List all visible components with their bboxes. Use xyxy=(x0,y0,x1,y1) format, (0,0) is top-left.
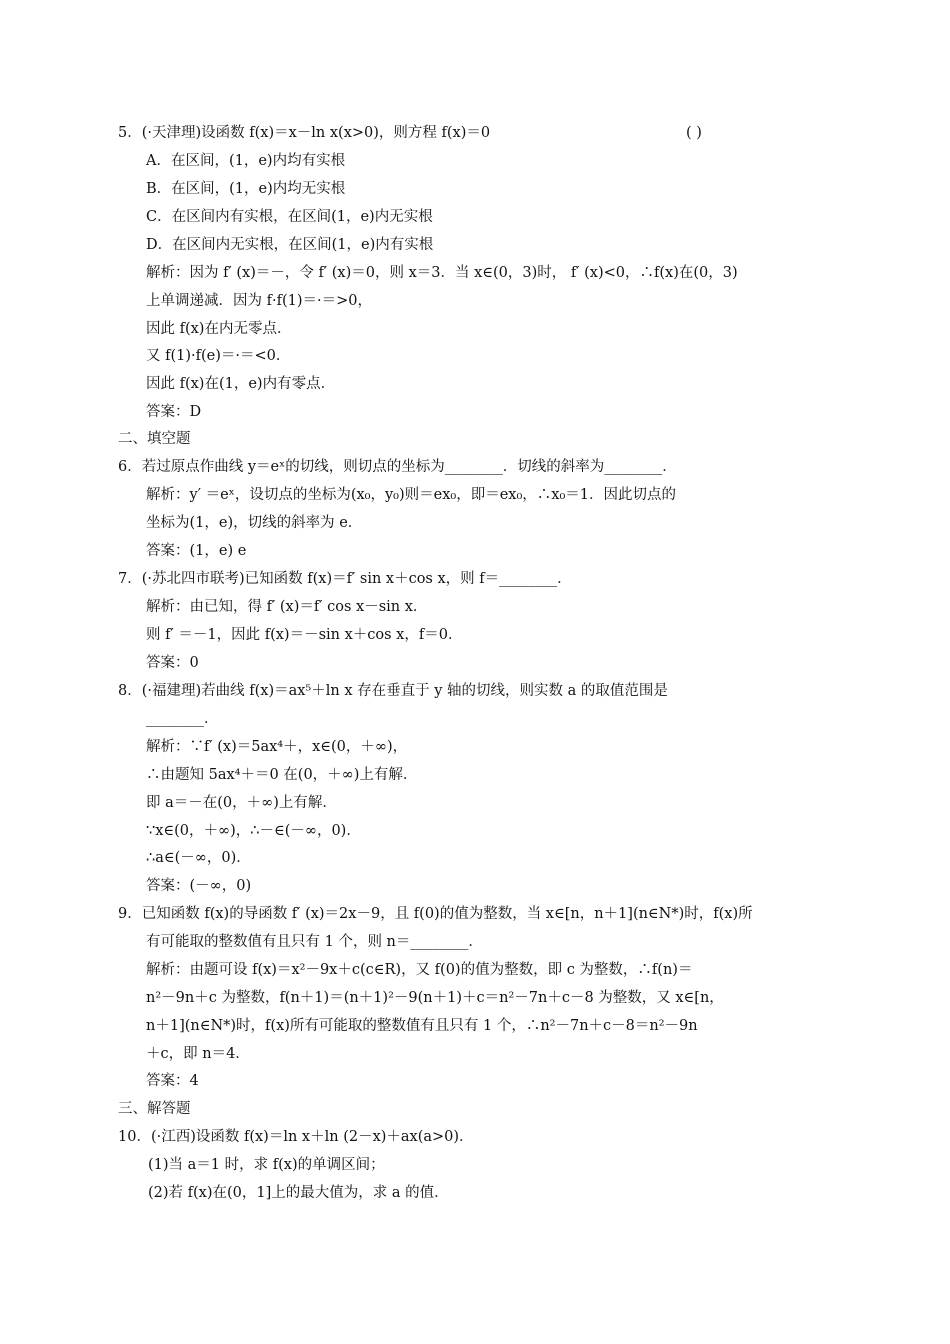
text-line: 6．若过原点作曲线 y＝eˣ的切线，则切点的坐标为________．切线的斜率为________． xyxy=(118,459,677,475)
text-line: B．在区间，(1，e)内均无实根 xyxy=(146,181,346,197)
text-line: 答案：4 xyxy=(146,1073,199,1089)
text-line: ∵x∈(0，＋∞)，∴－∈(－∞，0)． xyxy=(146,823,361,839)
text-line: (2)若 f(x)在(0，1]上的最大值为，求 a 的值． xyxy=(148,1185,449,1201)
text-line: 解析：因为 f′ (x)＝－，令 f′ (x)＝0，则 x＝3．当 x∈(0，3)时， f′ (x)<0，∴f(x)在(0，3) xyxy=(146,265,738,281)
text-line: ∴a∈(－∞，0)． xyxy=(146,850,251,866)
text-line: 7．(·苏北四市联考)已知函数 f(x)＝f′ sin x＋cos x，则 f＝________． xyxy=(118,571,572,587)
text-line: 解析：y′ ＝eˣ，设切点的坐标为(x₀，y₀)则＝ex₀，即＝ex₀，∴x₀＝1．因此切点的 xyxy=(146,487,676,503)
text-line: n²－9n＋c 为整数，f(n＋1)＝(n＋1)²－9(n＋1)＋c＝n²－7n＋c－8 为整数，又 x∈[n， xyxy=(146,990,724,1006)
text-line: 答案：(1，e) e xyxy=(146,543,247,559)
text-line: 答案：D xyxy=(146,404,202,420)
text-line: ∴由题知 5ax⁴＋＝0 在(0，＋∞)上有解． xyxy=(146,767,418,783)
text-line: ＋c，即 n＝4． xyxy=(146,1046,250,1062)
text-line: 5．(·天津理)设函数 f(x)＝x－ln x(x>0)，则方程 f(x)＝0 xyxy=(118,125,491,141)
text-line: n＋1](n∈N*)时，f(x)所有可能取的整数值有且只有 1 个，∴n²－7n＋c－8＝n²－9n xyxy=(146,1018,698,1034)
text-line: 上单调递减．因为 f·f(1)＝·＝>0， xyxy=(146,293,372,309)
text-line: 解析：由已知，得 f′ (x)＝f′ cos x－sin x． xyxy=(146,599,428,615)
text-line: A．在区间，(1，e)内均有实根 xyxy=(146,153,346,169)
text-line: 9．已知函数 f(x)的导函数 f′ (x)＝2x－9，且 f(0)的值为整数，当 x∈[n，n＋1](n∈N*)时，f(x)所 xyxy=(118,906,753,922)
text-line: 三、解答题 xyxy=(118,1101,191,1117)
text-line: 二、填空题 xyxy=(118,431,191,447)
text-line: 因此 f(x)在(1，e)内有零点． xyxy=(146,376,336,392)
text-line: (1)当 a＝1 时，求 f(x)的单调区间； xyxy=(148,1157,385,1173)
text-line: 因此 f(x)在内无零点． xyxy=(146,321,292,337)
text-line: 即 a＝－在(0，＋∞)上有解． xyxy=(146,795,337,811)
text-line: 又 f(1)·f(e)＝·＝<0． xyxy=(146,348,291,364)
text-line: 答案：(－∞，0) xyxy=(146,878,252,894)
text-line: 答案：0 xyxy=(146,655,199,671)
text-line: 有可能取的整数值有且只有 1 个，则 n＝________． xyxy=(146,934,483,950)
text-line: 解析：由题可设 f(x)＝x²－9x＋c(c∈R)，又 f(0)的值为整数，即 c 为整数，∴f(n)＝ xyxy=(146,962,693,978)
text-line: ________． xyxy=(146,711,219,727)
text-line: 10．(·江西)设函数 f(x)＝ln x＋ln (2－x)＋ax(a>0)． xyxy=(118,1129,474,1145)
text-line: 解析：∵f′ (x)＝5ax⁴＋，x∈(0，＋∞)， xyxy=(146,739,408,755)
text-line: D．在区间内无实根，在区间(1，e)内有实根 xyxy=(146,237,434,253)
text-line: 坐标为(1，e)，切线的斜率为 e． xyxy=(146,515,363,531)
text-line: C．在区间内有实根，在区间(1，e)内无实根 xyxy=(146,209,433,225)
text-line: 则 f′ ＝－1，因此 f(x)＝－sin x＋cos x，f＝0． xyxy=(146,627,463,643)
text-line: 8．(·福建理)若曲线 f(x)＝ax⁵＋ln x 存在垂直于 y 轴的切线，则实数 a 的取值范围是 xyxy=(118,683,668,699)
answer-bracket: ( ) xyxy=(686,125,702,141)
